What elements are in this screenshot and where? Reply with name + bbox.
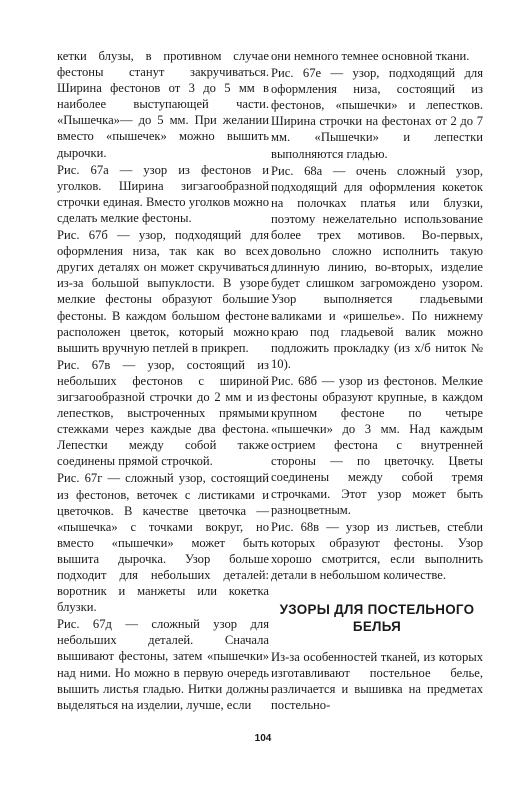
left-column — [57, 48, 269, 714]
paragraph-fig-68b: Рис. 68б — узор из фестонов. Мелкие фестоны образуют крупные, в каждом крупном фестоне по четыре «пышечки» до 3 мм. Над каждым острием фестона с внутренней стороны — по цветочку. Цветы соединены между собой тремя строчками. Этот узор может быть разноцветным. — [271, 373, 483, 517]
right-column — [271, 48, 483, 714]
paragraph-continuation-right: они немного темнее основной ткани. — [271, 49, 470, 63]
paragraph-fig-67v: Рис. 67в — узор, состоящий из небольших фестонов с шириной зигзагообразной строчки до 2 мм и из лепестков, выстроченных прямыми стежками через каждые два фестона. Лепестки между собой также соединены прямой строчкой. — [57, 357, 269, 469]
paragraph-fig-67d: Рис. 67д — сложный узор для небольших деталей. Сначала вышивают фестоны, затем «пышечки» над ними. Но можно в первую очередь вышить листья гладью. Нитки должны выделяться на изделии, лучше, если — [57, 617, 269, 712]
paragraph-fig-67a: Рис. 67а — узор из фестонов и уголков. Ширина зигзагообразной строчки единая. Вместо уголков можно сделать мелкие фестоны. — [57, 162, 269, 225]
paragraph-fig-67b: Рис. 67б — узор, подходящий для оформления низа, так как во всех других деталях он может скручиваться из-за большой выпуклости. В узоре мелкие фестоны образуют большие фестоны. В каждом большом фестоне расположен цветок, который можно вышить вручную петлей в прикреп. — [57, 228, 269, 355]
section-paragraph: Из-за особенностей тканей, из которых изготавливают постельное белье, различается и вышивка на предметах постельно- — [271, 650, 483, 713]
page-number: 104 — [254, 733, 272, 744]
paragraph-fig-67e: Рис. 67е — узор, подходящий для оформления низа, состоящий из фестонов, «пышечки» и лепестков. Ширина строчки на фестонах от 2 до 7 мм. «Пышечки» и лепестки выполняются гладью. — [271, 66, 483, 161]
section-heading: УЗОРЫ ДЛЯ ПОСТЕЛЬНОГО БЕЛЬЯ — [279, 602, 475, 635]
paragraph-fig-68v: Рис. 68в — узор из листьев, стебли которых образуют фестоны. Узор хорошо смотрится, если выполнить детали в небольшом количестве. — [271, 519, 483, 582]
paragraph-fig-68a: Рис. 68а — очень сложный узор, подходящий для оформления кокеток на полочках платья или блузки, поэтому нежелательно использование более трех мотивов. Во-первых, довольно сложно исполнить такую длинную линию, во-вторых, изделие будет слишком загромождено узором. Узор выполняется гладьевыми валиками и «ришелье». По нижнему краю под гладьевой валик можно подложить прокладку (из х/б ниток № 10). — [271, 163, 483, 371]
paragraph-continuation: кетки блузы, в противном случае фестоны станут закручиваться. Ширина фестонов от 3 до 5 мм в наиболее выступающей части. «Пышечка»— до 5 мм. При желании вместо «пышечек» можно вышить дырочки. — [57, 49, 269, 160]
paragraph-fig-67g: Рис. 67г — сложный узор, состоящий из фестонов, веточек с листиками и цветочков. В качестве цветочка — «пышечка» с точками вокруг, но вместо «пышечки» может быть вышита дырочка. Узор больше подходит для небольших деталей: воротник и манжеты или кокетка блузки. — [57, 471, 269, 615]
